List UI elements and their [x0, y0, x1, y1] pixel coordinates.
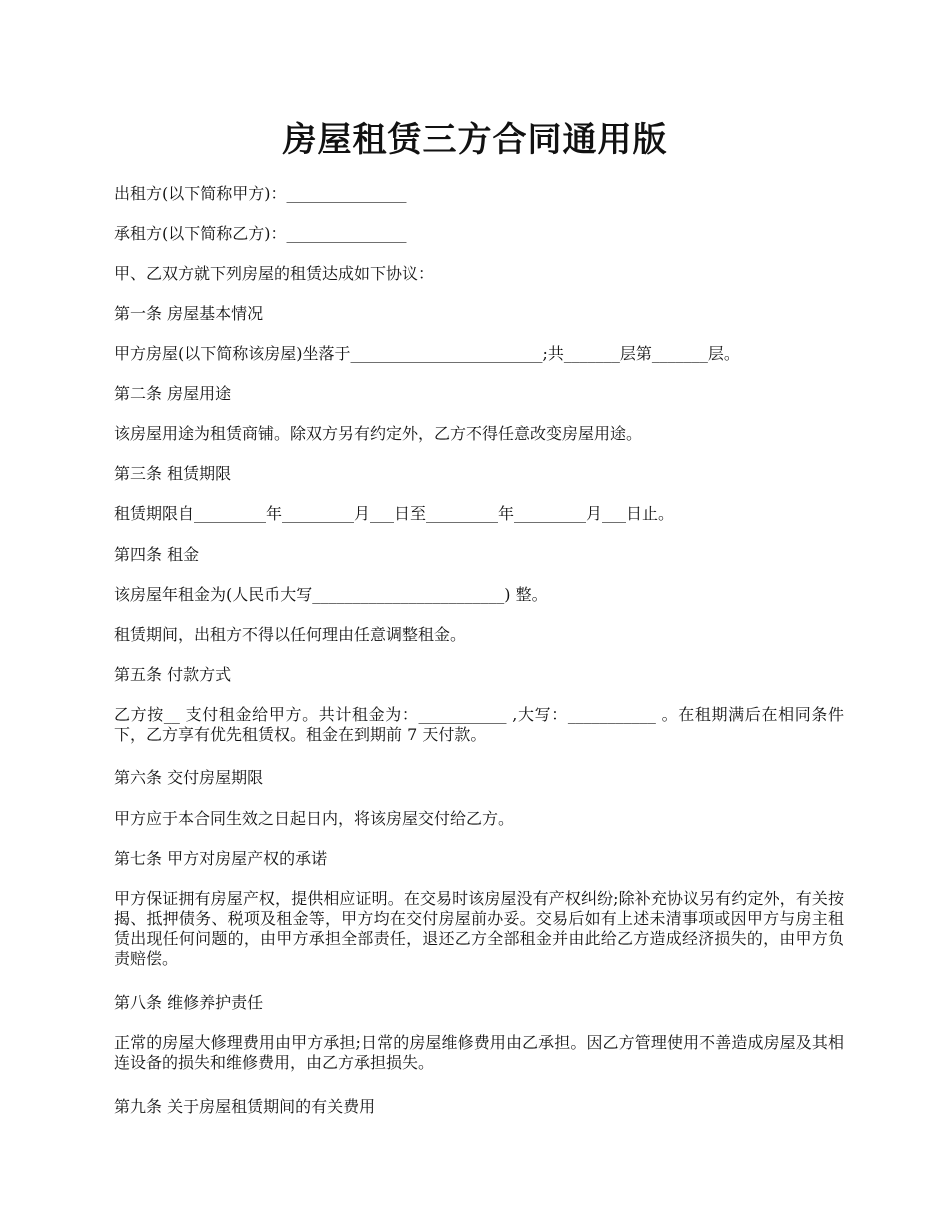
article-1-text: 甲方房屋(以下简称该房屋)坐落于________________________;共_______层第_______层。 [114, 344, 740, 363]
article-4-heading: 第四条 租金 [114, 545, 200, 564]
article-6-text: 甲方应于本合同生效之日起日内，将该房屋交付给乙方。 [114, 809, 515, 828]
lessor-line: 出租方(以下简称甲方)：_______________ [114, 184, 407, 203]
article-3-heading: 第三条 租赁期限 [114, 464, 232, 483]
article-7-text: 甲方保证拥有房屋产权，提供相应证明。在交易时该房屋没有产权纠纷;除补充协议另有约定外，有关按揭、抵押债务、税项及租金等，甲方均在交付房屋前办妥。交易后如有上述未清事项或因甲方与房主租赁出现任何问题的，由甲方承担全部责任，退还乙方全部租金并由此给乙方造成经济损失的，由甲方负责赔偿。 [114, 889, 844, 968]
article-2-text: 该房屋用途为租赁商铺。除双方另有约定外，乙方不得任意改变房屋用途。 [114, 424, 643, 443]
document-title: 房屋租赁三方合同通用版 [282, 120, 668, 160]
article-2-heading: 第二条 房屋用途 [114, 384, 232, 403]
lessee-line: 承租方(以下简称乙方)：_______________ [114, 224, 407, 243]
article-8-heading: 第八条 维修养护责任 [114, 993, 264, 1012]
article-7-heading: 第七条 甲方对房屋产权的承诺 [114, 849, 328, 868]
article-8-text: 正常的房屋大修理费用由甲方承担;日常的房屋维修费用由乙承担。因乙方管理使用不善造成房屋及其相连设备的损失和维修费用，由乙方承担损失。 [114, 1033, 844, 1072]
article-4-note: 租赁期间，出租方不得以任何理由任意调整租金。 [114, 625, 467, 644]
article-6-heading: 第六条 交付房屋期限 [114, 768, 264, 787]
article-5-heading: 第五条 付款方式 [114, 665, 232, 684]
article-1-heading: 第一条 房屋基本情况 [114, 304, 264, 323]
article-3-text: 租赁期限自_________年_________月___日至_________年_________月___日止。 [114, 504, 675, 523]
agreement-intro: 甲、乙双方就下列房屋的租赁达成如下协议： [114, 264, 435, 283]
article-9-heading: 第九条 关于房屋租赁期间的有关费用 [114, 1097, 376, 1116]
article-5-text: 乙方按__ 支付租金给甲方。共计租金为：___________ ,大写：___________ 。在租期满后在相同条件下，乙方享有优先租赁权。租金在到期前 7 天付款。 [114, 705, 844, 744]
article-4-text: 该房屋年租金为(人民币大写________________________) 整。 [114, 585, 548, 604]
